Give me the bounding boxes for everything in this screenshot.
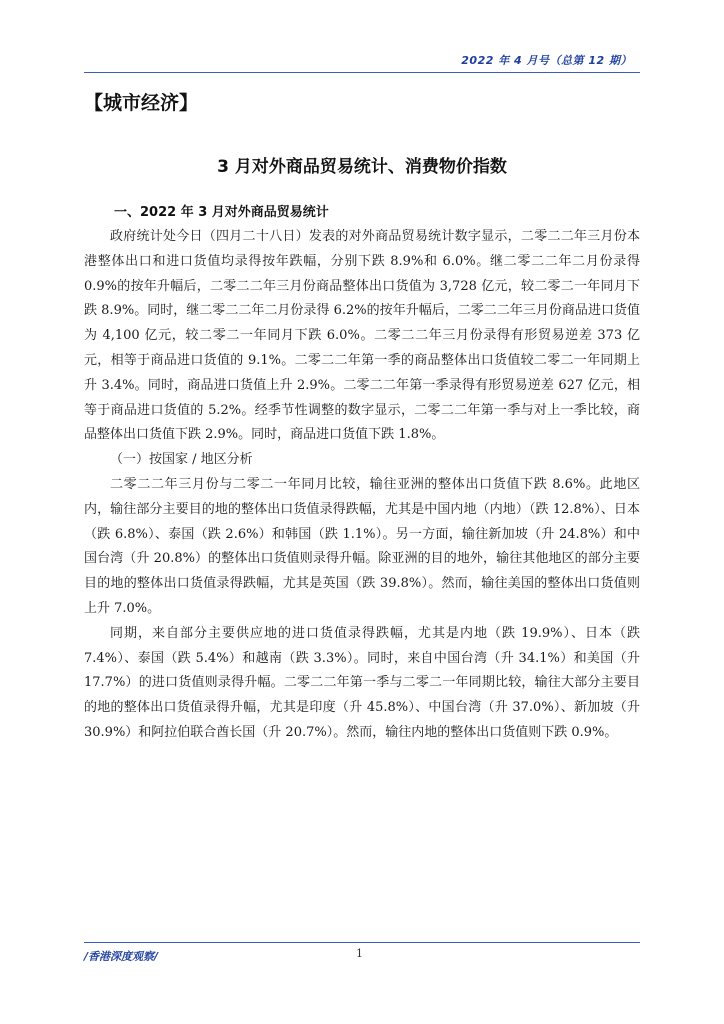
paragraph-overview: 政府统计处今日（四月二十八日）发表的对外商品贸易统计数字显示，二零二二年三月份本港整体出口和进口货值均录得按年跌幅，分别下跌 8.9%和 6.0%。继二零二二年二月份录得 0.9%的按年升幅后，二零二二年三月份商品整体出口货值为 3,728 亿元，较二零二一年同月下跌 8.9%。同时，继二零二二年二月份录得 6.2%的按年升幅后，二零二二年三月份商品进口货值为 4,100 亿元，较二零二一年同月下跌 6.0%。二零二二年三月份录得有形贸易逆差 373 亿元，相等于商品进口货值的 9.1%。二零二二年第一季的商品整体出口货值较二零二一年同期上升 3.4%。同时，商品进口货值上升 2.9%。二零二二年第一季录得有形贸易逆差 627 亿元，相等于商品进口货值的 5.2%。经季节性调整的数字显示，二零二二年第一季与对上一季比较，商品整体出口货值下跌 2.9%。同时，商品进口货值下跌 1.8%。 [84, 229, 640, 443]
section-heading: 一、2022 年 3 月对外商品贸易统计 [114, 205, 329, 220]
footer-brand: /香港深度观察/ [84, 950, 159, 963]
document-title: 3 月对外商品贸易统计、消费物价指数 [217, 157, 507, 177]
section-tag: 【城市经济】 [84, 92, 199, 114]
header-divider [84, 72, 640, 73]
issue-header: 2022 年 4 月号（总第 12 期） [461, 54, 632, 67]
paragraph-imports-by-region: 同期，来自部分主要供应地的进口货值录得跌幅，尤其是内地（跌 19.9%）、日本（跌 7.4%）、泰国（跌 5.4%）和越南（跌 3.3%）。同时，来自中国台湾（升 34.1%）和美国（升 17.7%）的进口货值则录得升幅。二零二二年第一季与二零二一年同期比较，输往大部分主要目的地的整体出口货值录得升幅，尤其是印度（升 45.8%）、中国台湾（升 37.0%）、新加坡（升 30.9%）和阿拉伯联合酋长国（升 20.7%）。然而，输往内地的整体出口货值则下跌 0.9%。 [84, 625, 640, 740]
subsection-heading: （一）按国家 / 地区分析 [110, 452, 253, 468]
page-number: 1 [356, 947, 363, 960]
footer-divider [84, 942, 640, 943]
paragraph-exports-by-region: 二零二二年三月份与二零二一年同月比较，输往亚洲的整体出口货值下跌 8.6%。此地区内，输往部分主要目的地的整体出口货值录得跌幅，尤其是中国内地（内地）（跌 12.8%）、日本（跌 6.8%）、泰国（跌 2.6%）和韩国（跌 1.1%）。另一方面，输往新加坡（升 24.8%）和中国台湾（升 20.8%）的整体出口货值则录得升幅。除亚洲的目的地外，输往其他地区的部分主要目的地的整体出口货值录得跌幅，尤其是英国（跌 39.8%）。然而，输往美国的整体出口货值则上升 7.0%。 [84, 476, 640, 616]
article-body [84, 200, 640, 746]
